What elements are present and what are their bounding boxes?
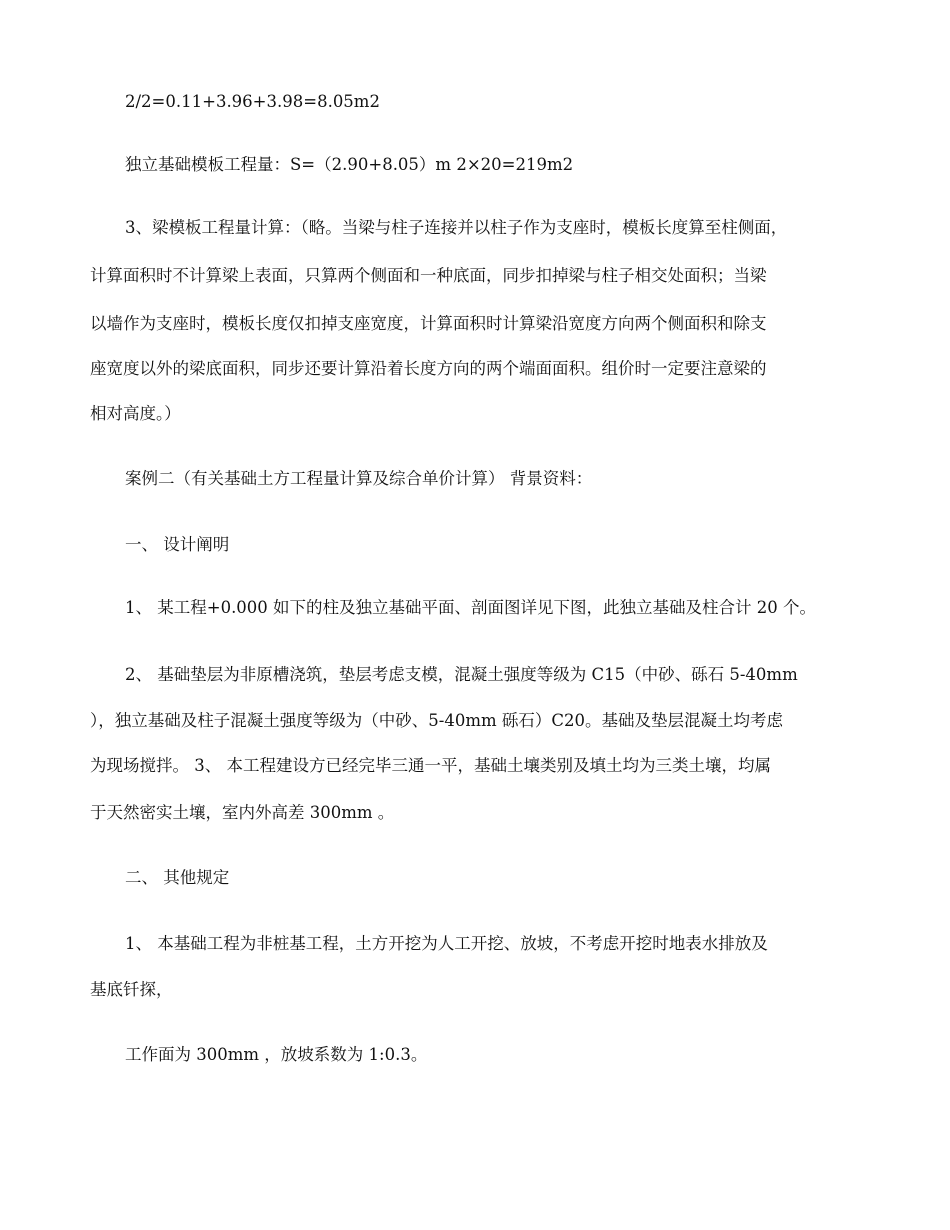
text-line: 为现场搅拌。 3、 本工程建设方已经完毕三通一平，基础土壤类别及填土均为三类土壤，均属 (90, 756, 771, 775)
text-line: 1、 某工程+0.000 如下的柱及独立基础平面、剖面图详见下图，此独立基础及柱合计 20 个。 (125, 598, 817, 617)
text-line: 相对高度。） (90, 404, 181, 423)
text-line: 基底钎探， (90, 980, 173, 999)
text-line: 独立基础模板工程量：S=（2.90+8.05）m 2×20=219m2 (125, 155, 574, 174)
text-line: 2/2=0.11+3.96+3.98=8.05m2 (125, 92, 380, 111)
text-line: 2、 基础垫层为非原槽浇筑，垫层考虑支模，混凝土强度等级为 C15（中砂、砾石 5-40mm (125, 665, 798, 684)
text-line: 以墙作为支座时，模板长度仅扣掉支座宽度，计算面积时计算梁沿宽度方向两个侧面积和除支 (90, 314, 767, 333)
text-line: 3、梁模板工程量计算：（略。当梁与柱子连接并以柱子作为支座时，模板长度算至柱侧面， (125, 218, 788, 237)
text-line: 座宽度以外的梁底面积，同步还要计算沿着长度方向的两个端面面积。组价时一定要注意梁的 (90, 359, 767, 378)
text-line: ），独立基础及柱子混凝土强度等级为（中砂、5-40mm 砾石）C20。基础及垫层混凝土均考虑 (90, 711, 783, 730)
text-line: 工作面为 300mm ，放坡系数为 1:0.3。 (125, 1045, 428, 1064)
text-line: 案例二（有关基础土方工程量计算及综合单价计算） 背景资料： (125, 469, 593, 488)
text-line: 1、 本基础工程为非桩基工程，土方开挖为人工开挖、放坡，不考虑开挖时地表水排放及 (125, 934, 768, 953)
section-heading: 二、 其他规定 (125, 868, 230, 887)
text-line: 计算面积时不计算梁上表面，只算两个侧面和一种底面，同步扣掉梁与柱子相交处面积；当梁 (90, 266, 767, 285)
text-line: 于天然密实土壤，室内外高差 300mm 。 (90, 803, 395, 822)
section-heading: 一、 设计阐明 (125, 535, 230, 554)
